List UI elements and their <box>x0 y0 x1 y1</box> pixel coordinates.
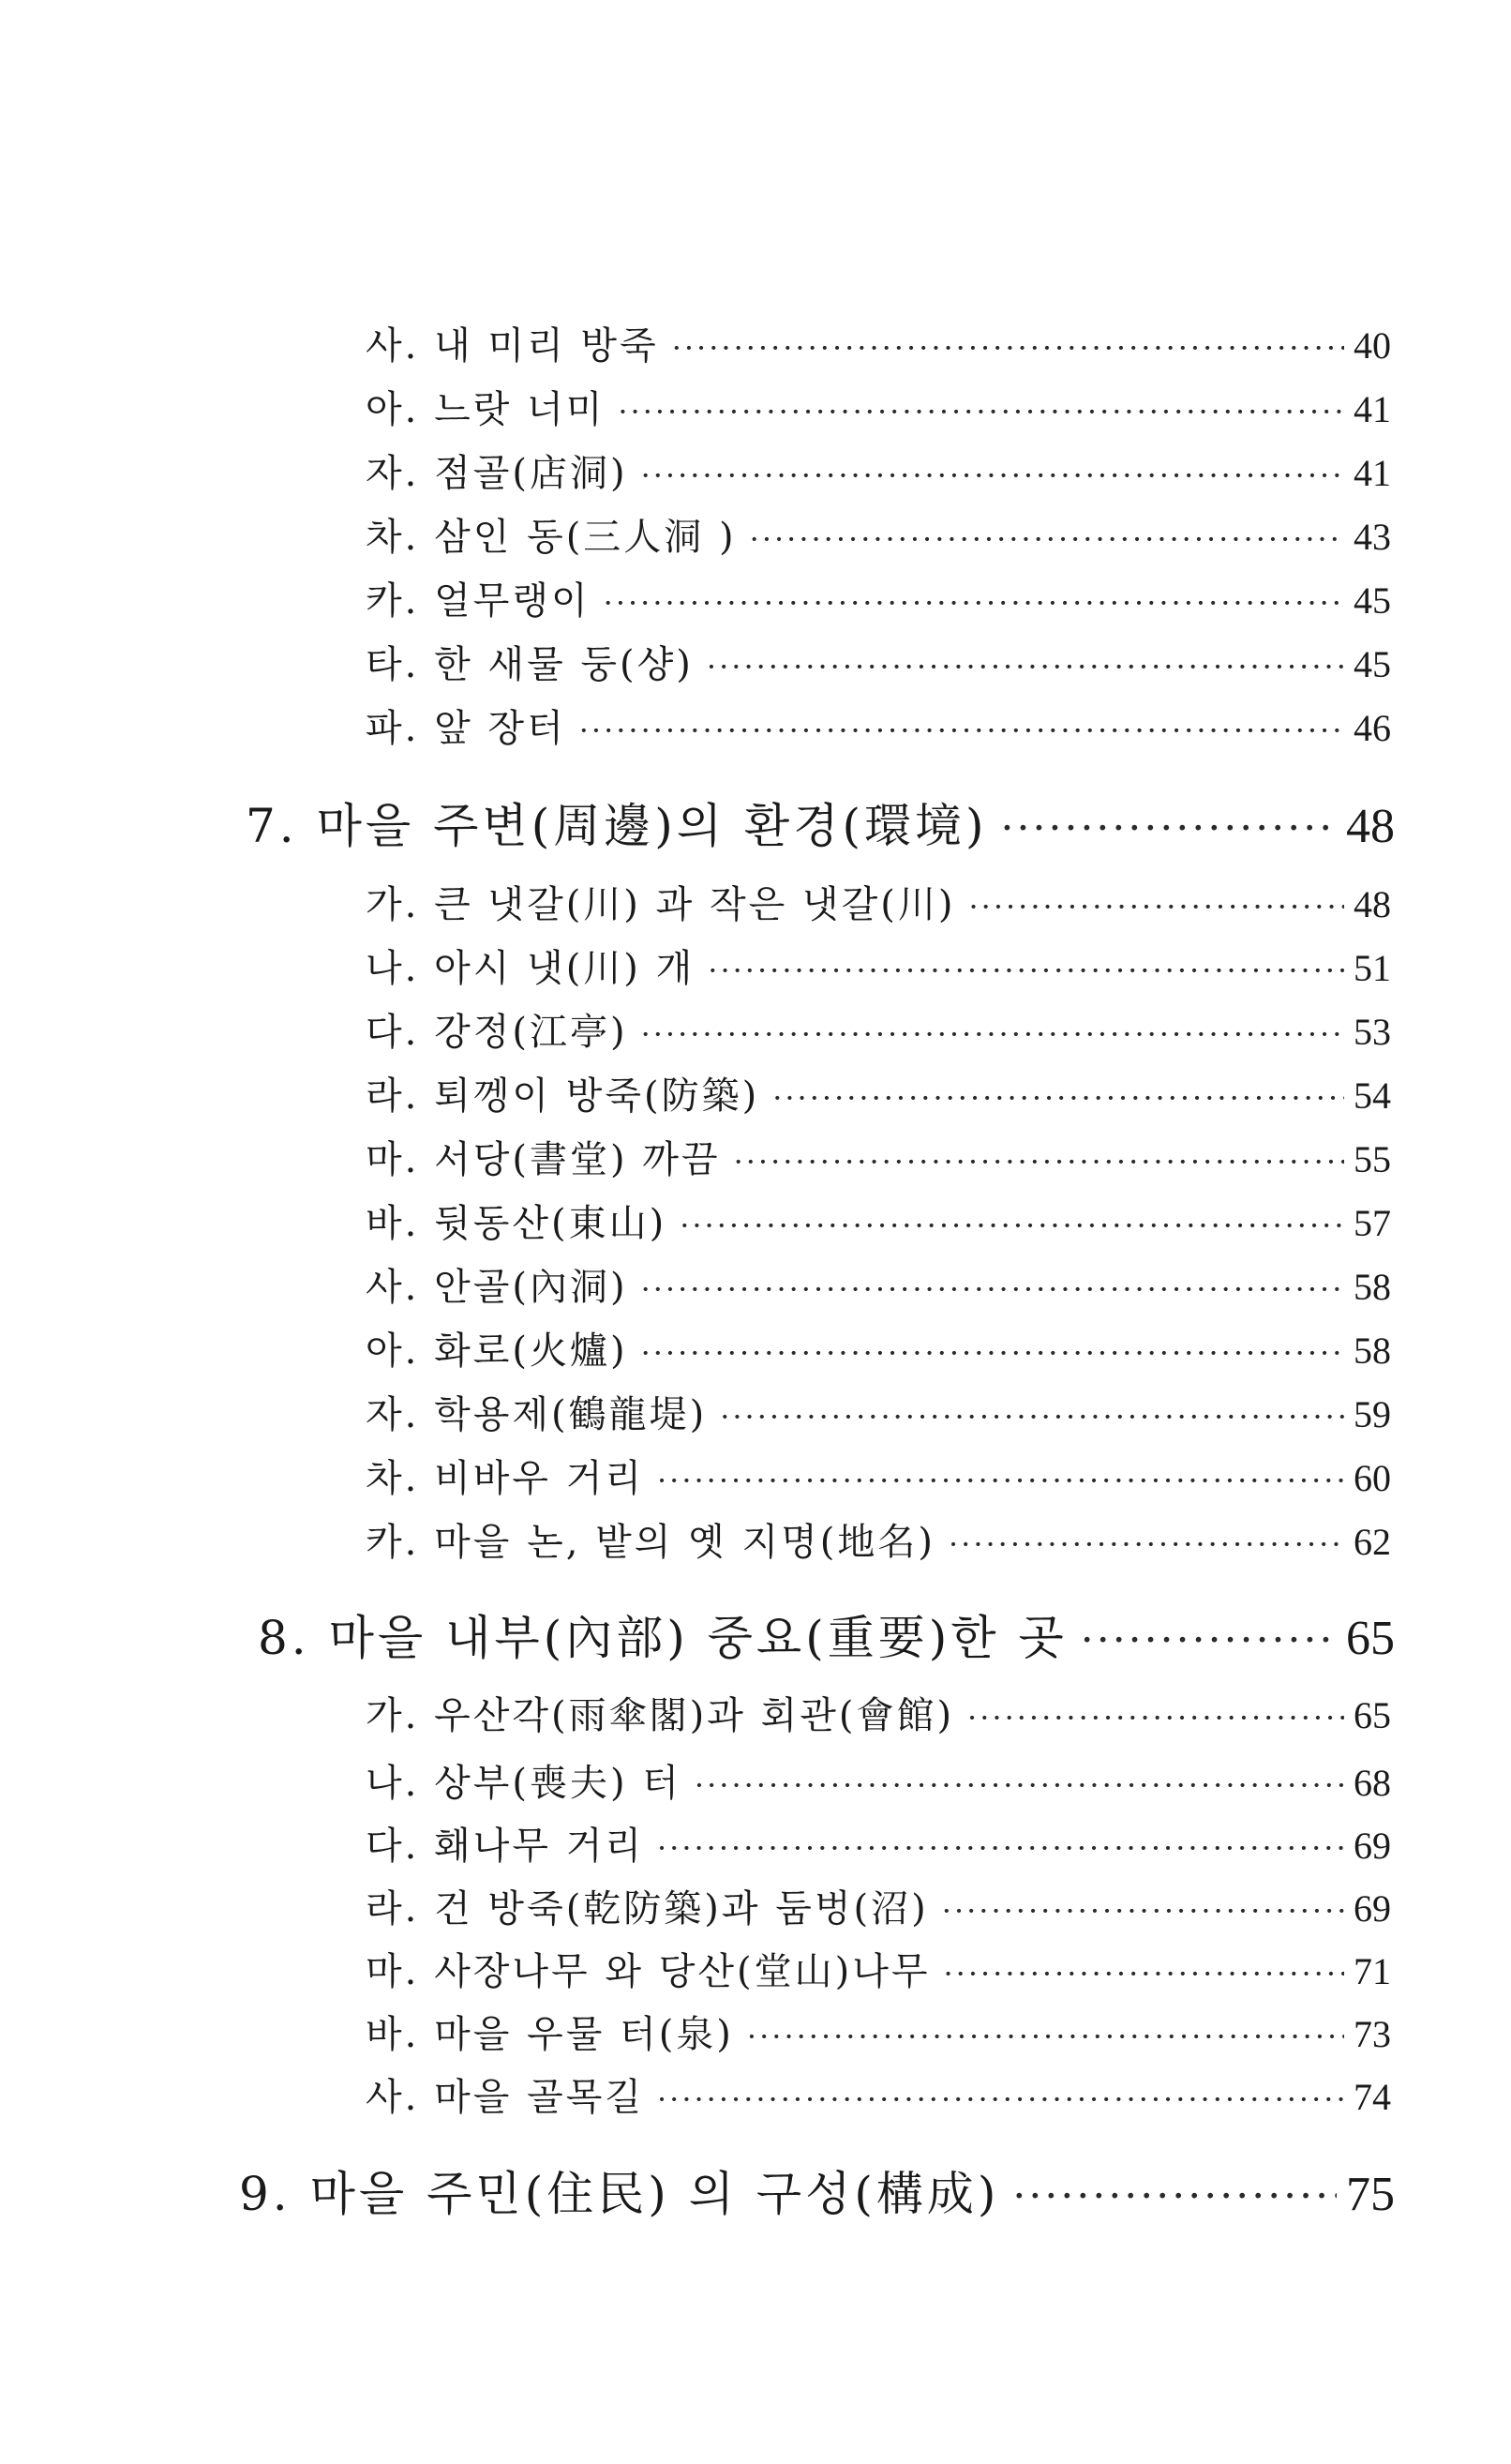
toc-entry <box>366 702 1391 755</box>
toc-entry-label: 다. 강정(江亭) <box>366 1011 628 1054</box>
toc-entry <box>366 942 1391 995</box>
toc-entry-page: 58 <box>1354 1330 1391 1372</box>
toc-entry-label: 나. 아시 냇(川) 개 <box>366 947 696 990</box>
dot-leader <box>1081 1608 1337 1674</box>
toc-entry <box>366 1820 1391 1872</box>
toc-entry-label: 바. 뒷동산(東山) <box>366 1202 667 1245</box>
toc-entry <box>366 1134 1391 1186</box>
dot-leader <box>618 385 1344 438</box>
toc-entry-label: 카. 얼무랭이 <box>366 579 591 623</box>
toc-entry <box>366 1516 1391 1569</box>
toc-entry-label: 사. 마을 골목길 <box>366 2076 644 2119</box>
toc-entry-label: 라. 퇴껭이 방죽(防築) <box>366 1074 760 1118</box>
toc-entry-page: 62 <box>1354 1521 1391 1563</box>
toc-entry-label: 사. 안골(內洞) <box>366 1266 628 1309</box>
toc-entry-label: 가. 우산각(雨傘閣)과 회관(會館) <box>366 1694 955 1737</box>
toc-section-heading <box>258 1605 1395 1671</box>
dot-leader <box>1001 796 1337 862</box>
dot-leader <box>641 1263 1344 1315</box>
toc-entry-page: 40 <box>1354 324 1391 367</box>
dot-leader <box>672 322 1344 374</box>
toc-entry <box>366 1261 1391 1314</box>
toc-section-page: 65 <box>1346 1612 1395 1665</box>
toc-entry-label: 차. 비바우 거리 <box>366 1457 644 1500</box>
dot-leader <box>657 1454 1344 1507</box>
toc-section-label: 7. 마을 주변(周邊)의 환경(環境) <box>246 799 988 853</box>
toc-entry-page: 59 <box>1354 1393 1391 1435</box>
toc-entry-label: 사. 내 미리 방죽 <box>366 324 659 368</box>
dot-leader <box>1012 2164 1337 2230</box>
toc-entry-label: 마. 사장나무 와 당산(堂山)나무 <box>366 1950 931 1993</box>
toc-entry-page: 45 <box>1354 643 1391 685</box>
toc-entry-page: 54 <box>1354 1074 1391 1117</box>
toc-entry-label: 다. 홰나무 거리 <box>366 1825 644 1868</box>
toc-entry <box>366 1452 1391 1505</box>
toc-entry <box>366 383 1391 436</box>
toc-entry-page: 60 <box>1354 1457 1391 1499</box>
dot-leader <box>942 1885 1344 1937</box>
toc-entry <box>366 1690 1391 1742</box>
toc-section-heading <box>239 2161 1395 2227</box>
toc-entry <box>366 511 1391 563</box>
dot-leader <box>641 1008 1344 1060</box>
toc-entry <box>366 1946 1391 1998</box>
dot-leader <box>967 1691 1344 1744</box>
toc-entry <box>366 1883 1391 1935</box>
toc-entry-page: 41 <box>1354 452 1391 494</box>
toc-entry <box>366 1389 1391 1441</box>
dot-leader <box>604 577 1344 629</box>
dot-leader <box>949 1518 1344 1570</box>
toc-entry <box>366 320 1391 372</box>
toc-entry-label: 자. 학용제(鶴龍堤) <box>366 1393 708 1436</box>
toc-entry-label: 가. 큰 냇갈(川) 과 작은 냇갈(川) <box>366 883 956 926</box>
dot-leader <box>657 2073 1344 2126</box>
toc-entry <box>366 2071 1391 2124</box>
toc-entry-label: 타. 한 새물 둥(샹) <box>366 643 694 686</box>
toc-entry-label: 차. 삼인 동(三人洞 ) <box>366 516 737 559</box>
toc-entry <box>366 1070 1391 1122</box>
dot-leader <box>968 880 1344 933</box>
dot-leader <box>707 640 1344 693</box>
toc-entry-label: 나. 상부(喪夫) 터 <box>366 1762 681 1805</box>
toc-entry-page: 41 <box>1354 388 1391 430</box>
toc-entry-label: 아. 화로(火爐) <box>366 1330 628 1373</box>
toc-entry <box>366 1006 1391 1059</box>
toc-entry-label: 아. 느랏 너미 <box>366 388 606 431</box>
toc-section-page: 48 <box>1346 800 1395 853</box>
toc-entry-page: 73 <box>1354 2013 1391 2055</box>
dot-leader <box>708 944 1344 997</box>
toc-entry <box>366 2008 1391 2061</box>
dot-leader <box>747 2010 1344 2063</box>
dot-leader <box>734 1135 1344 1188</box>
toc-entry <box>366 1757 1391 1810</box>
toc-entry-label: 라. 건 방죽(乾防築)과 둠벙(沼) <box>366 1887 929 1931</box>
dot-leader <box>943 1947 1344 2000</box>
toc-entry-page: 53 <box>1354 1011 1391 1053</box>
toc-section-page: 75 <box>1346 2168 1395 2221</box>
toc-entry <box>366 575 1391 627</box>
dot-leader <box>720 1390 1344 1443</box>
toc-entry-page: 43 <box>1354 516 1391 558</box>
toc-entry-page: 45 <box>1354 579 1391 622</box>
dot-leader <box>680 1199 1344 1252</box>
dot-leader <box>641 449 1344 502</box>
dot-leader <box>695 1759 1344 1811</box>
toc-entry-page: 48 <box>1354 883 1391 925</box>
toc-entry-page: 65 <box>1354 1694 1391 1736</box>
toc-entry-page: 58 <box>1354 1266 1391 1308</box>
toc-entry-page: 69 <box>1354 1887 1391 1930</box>
toc-entry-page: 74 <box>1354 2076 1391 2118</box>
toc-section-heading <box>246 793 1395 859</box>
toc-entry-page: 57 <box>1354 1202 1391 1244</box>
toc-entry-label: 파. 앞 장터 <box>366 707 566 750</box>
toc-entry-page: 51 <box>1354 947 1391 989</box>
toc-entry-label: 마. 서당(書堂) 까끔 <box>366 1138 721 1181</box>
toc-entry-label: 카. 마을 논, 밭의 옛 지명(地名) <box>366 1521 935 1564</box>
toc-entry-page: 71 <box>1354 1950 1391 1992</box>
toc-entry-page: 68 <box>1354 1762 1391 1804</box>
toc-entry <box>366 447 1391 500</box>
toc-entry-label: 바. 마을 우물 터(泉) <box>366 2013 734 2056</box>
toc-entry-label: 자. 점골(店洞) <box>366 452 628 495</box>
toc-entry-page: 46 <box>1354 707 1391 749</box>
toc-section-label: 8. 마을 내부(內部) 중요(重要)한 곳 <box>258 1611 1068 1665</box>
toc-entry <box>366 1325 1391 1377</box>
dot-leader <box>772 1072 1344 1124</box>
dot-leader <box>750 513 1344 565</box>
dot-leader <box>657 1822 1344 1874</box>
toc-entry <box>366 639 1391 691</box>
toc-entry-page: 69 <box>1354 1825 1391 1867</box>
toc-entry <box>366 879 1391 931</box>
toc-section-label: 9. 마을 주민(住民) 의 구성(構成) <box>239 2167 1000 2221</box>
dot-leader <box>641 1327 1344 1379</box>
toc-entry-page: 55 <box>1354 1138 1391 1180</box>
toc-entry <box>366 1197 1391 1250</box>
dot-leader <box>579 704 1344 757</box>
